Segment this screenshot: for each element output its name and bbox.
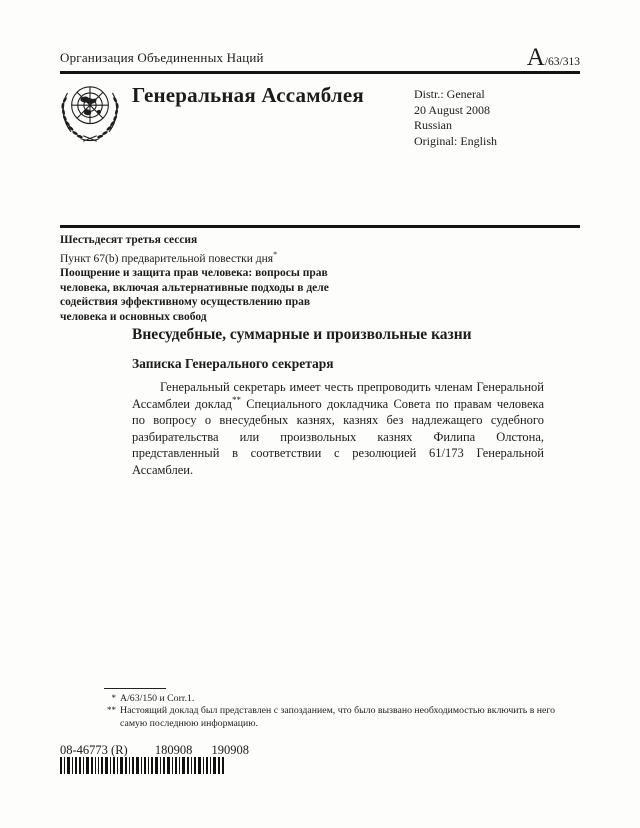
agenda-item	[60, 248, 360, 266]
section-rule	[60, 225, 580, 228]
doc-symbol	[527, 44, 580, 72]
footnote-1-text: А/63/150 и Corr.1.	[120, 693, 195, 704]
original-language-line: Original: English	[414, 133, 497, 148]
footnote-2-text: Настоящий доклад был представлен с запозданием, что было вызвано необходимостью включить в него самую последнюю информацию.	[120, 705, 556, 729]
masthead-rule	[60, 71, 580, 74]
agenda-item-title: Поощрение и защита прав человека: вопросы прав человека, включая альтернативные подходы в деле содействия эффективному осуществлению прав человека и основных свобод	[60, 267, 329, 323]
footnote-2-marker: **	[107, 705, 116, 716]
organ-title: Генеральная Ассамблея	[132, 83, 364, 107]
agenda-item-footnote-marker: *	[273, 249, 278, 259]
date-line: 20 August 2008	[414, 102, 491, 117]
job-number: 08-46773 (R)	[60, 743, 128, 757]
doc-symbol-letter: A	[526, 44, 545, 71]
agenda-item-text: Пункт 67(b) предварительной повестки дня	[60, 252, 274, 265]
un-emblem-icon	[56, 78, 124, 146]
body-paragraph	[132, 379, 544, 479]
job-number-line	[60, 743, 249, 758]
body-footnote-marker: **	[232, 394, 241, 405]
footnote-1	[96, 693, 566, 705]
doc-symbol-number: /63/313	[544, 56, 580, 68]
footnote-rule	[104, 688, 166, 689]
document-title: Внесудебные, суммарные и произвольные казни	[132, 326, 472, 343]
print-date: 180908	[154, 743, 193, 757]
session-block	[60, 233, 360, 324]
barcode	[60, 757, 226, 774]
distribution-block	[414, 87, 497, 149]
footnote-1-marker: *	[111, 693, 116, 703]
footnotes	[96, 693, 566, 730]
session-title: Шестьдесят третья сессия	[60, 234, 198, 246]
body-paragraph-text-cont: Специального докладчика Совета по правам человека по вопросу о внесудебных казнях, казнях без надлежащего судебного разбирательства или произвольных казнях Филипа Олстона, представленный в соответствии с резолюцией 61/173 Генеральной Ассамблеи.	[132, 396, 544, 477]
document-subtitle: Записка Генерального секретаря	[132, 356, 334, 371]
body-paragraph-text: Генеральный секретарь имеет честь препроводить членам Генеральной Ассамблеи доклад	[132, 380, 544, 411]
language-line: Russian	[414, 118, 453, 132]
reprint-date: 190908	[211, 743, 249, 757]
footnote-2	[96, 705, 566, 730]
org-name: Организация Объединенных Наций	[60, 50, 264, 65]
distr-line: Distr.: General	[414, 87, 485, 101]
